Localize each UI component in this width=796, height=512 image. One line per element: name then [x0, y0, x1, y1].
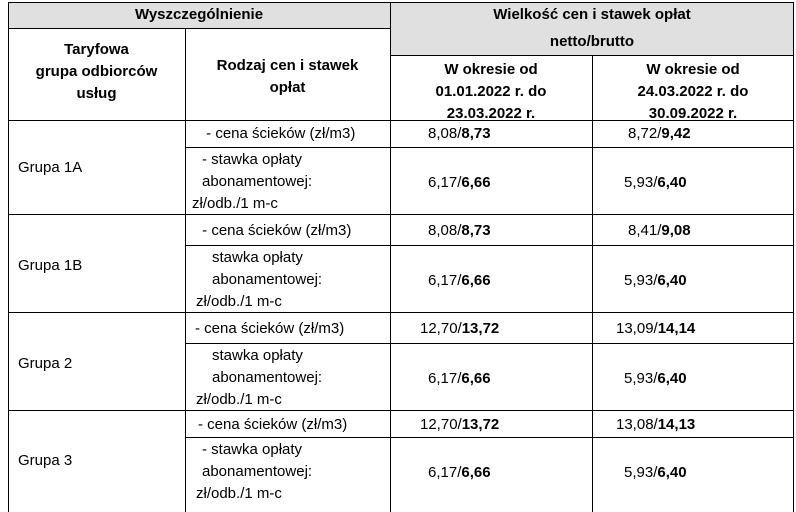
stawka-label: stawka opłaty abonamentowej: zł/odb./1 m-c — [196, 347, 323, 408]
border-g3-sub — [185, 343, 794, 344]
cena-period-1: 12,70/13,72 — [420, 416, 500, 433]
stawka-period-1: 6,17/6,66 — [428, 174, 491, 191]
border-col-1 — [185, 28, 186, 512]
stawka-period-1: 6,17/6,66 — [428, 272, 491, 289]
stawka-period-1: 6,17/6,66 — [428, 464, 491, 481]
cena-label: - cena ścieków (zł/m3) — [202, 125, 356, 142]
border-under-wyszczegolnienie — [8, 28, 390, 29]
cena-period-2: 8,41/9,08 — [628, 222, 691, 239]
cena-period-2: 8,72/9,42 — [628, 125, 691, 142]
border-g2-bottom — [8, 312, 794, 313]
stawka-label: - stawka opłaty abonamentowej: zł/odb./1 m-c — [192, 151, 313, 212]
border-g2-sub — [185, 245, 794, 246]
stawka-period-1: 6,17/6,66 — [428, 370, 491, 387]
cena-period-1: 12,70/13,72 — [420, 320, 500, 337]
header-period-1: W okresie od 01.01.2022 r. do 23.03.2022 r. — [435, 61, 547, 122]
stawka-label: stawka opłaty abonamentowej: zł/odb./1 m-c — [196, 249, 323, 310]
header-taryfowa: Taryfowa grupa odbiorców usług — [35, 41, 158, 102]
header-rodzaj: Rodzaj cen i stawek opłat — [216, 57, 359, 96]
stawka-period-2: 5,93/6,40 — [624, 174, 687, 191]
header-wyszczegolnienie: Wyszczególnienie — [134, 6, 264, 23]
tariff-table — [8, 2, 794, 512]
cena-label: - cena ścieków (zł/m3) — [195, 320, 345, 337]
stawka-period-2: 5,93/6,40 — [624, 370, 687, 387]
stawka-label: - stawka opłaty abonamentowej: zł/odb./1 m-c — [196, 441, 313, 502]
cena-label: - cena ścieków (zł/m3) — [198, 222, 352, 239]
stawka-period-2: 5,93/6,40 — [624, 464, 687, 481]
group-name: Grupa 1B — [18, 257, 83, 274]
header-wielkosc: Wielkość cen i stawek opłat — [493, 6, 691, 23]
cena-period-2: 13,08/14,13 — [616, 416, 696, 433]
group-name: Grupa 2 — [18, 355, 73, 372]
cena-label: - cena ścieków (zł/m3) — [198, 416, 348, 433]
stawka-period-2: 5,93/6,40 — [624, 272, 687, 289]
border-g1-bottom — [8, 214, 794, 215]
group-name: Grupa 3 — [18, 452, 73, 469]
header-period-2: W okresie od 24.03.2022 r. do 30.09.2022 r. — [637, 61, 749, 122]
cena-period-1: 8,08/8,73 — [428, 125, 491, 142]
border-top — [8, 2, 794, 3]
border-g4-sub — [185, 437, 794, 438]
group-name: Grupa 1A — [18, 159, 83, 176]
border-g1-sub — [185, 147, 794, 148]
border-g3-bottom — [8, 410, 794, 411]
header-netto-brutto: netto/brutto — [549, 33, 635, 50]
cena-period-2: 13,09/14,14 — [616, 320, 696, 337]
cena-period-1: 8,08/8,73 — [428, 222, 491, 239]
